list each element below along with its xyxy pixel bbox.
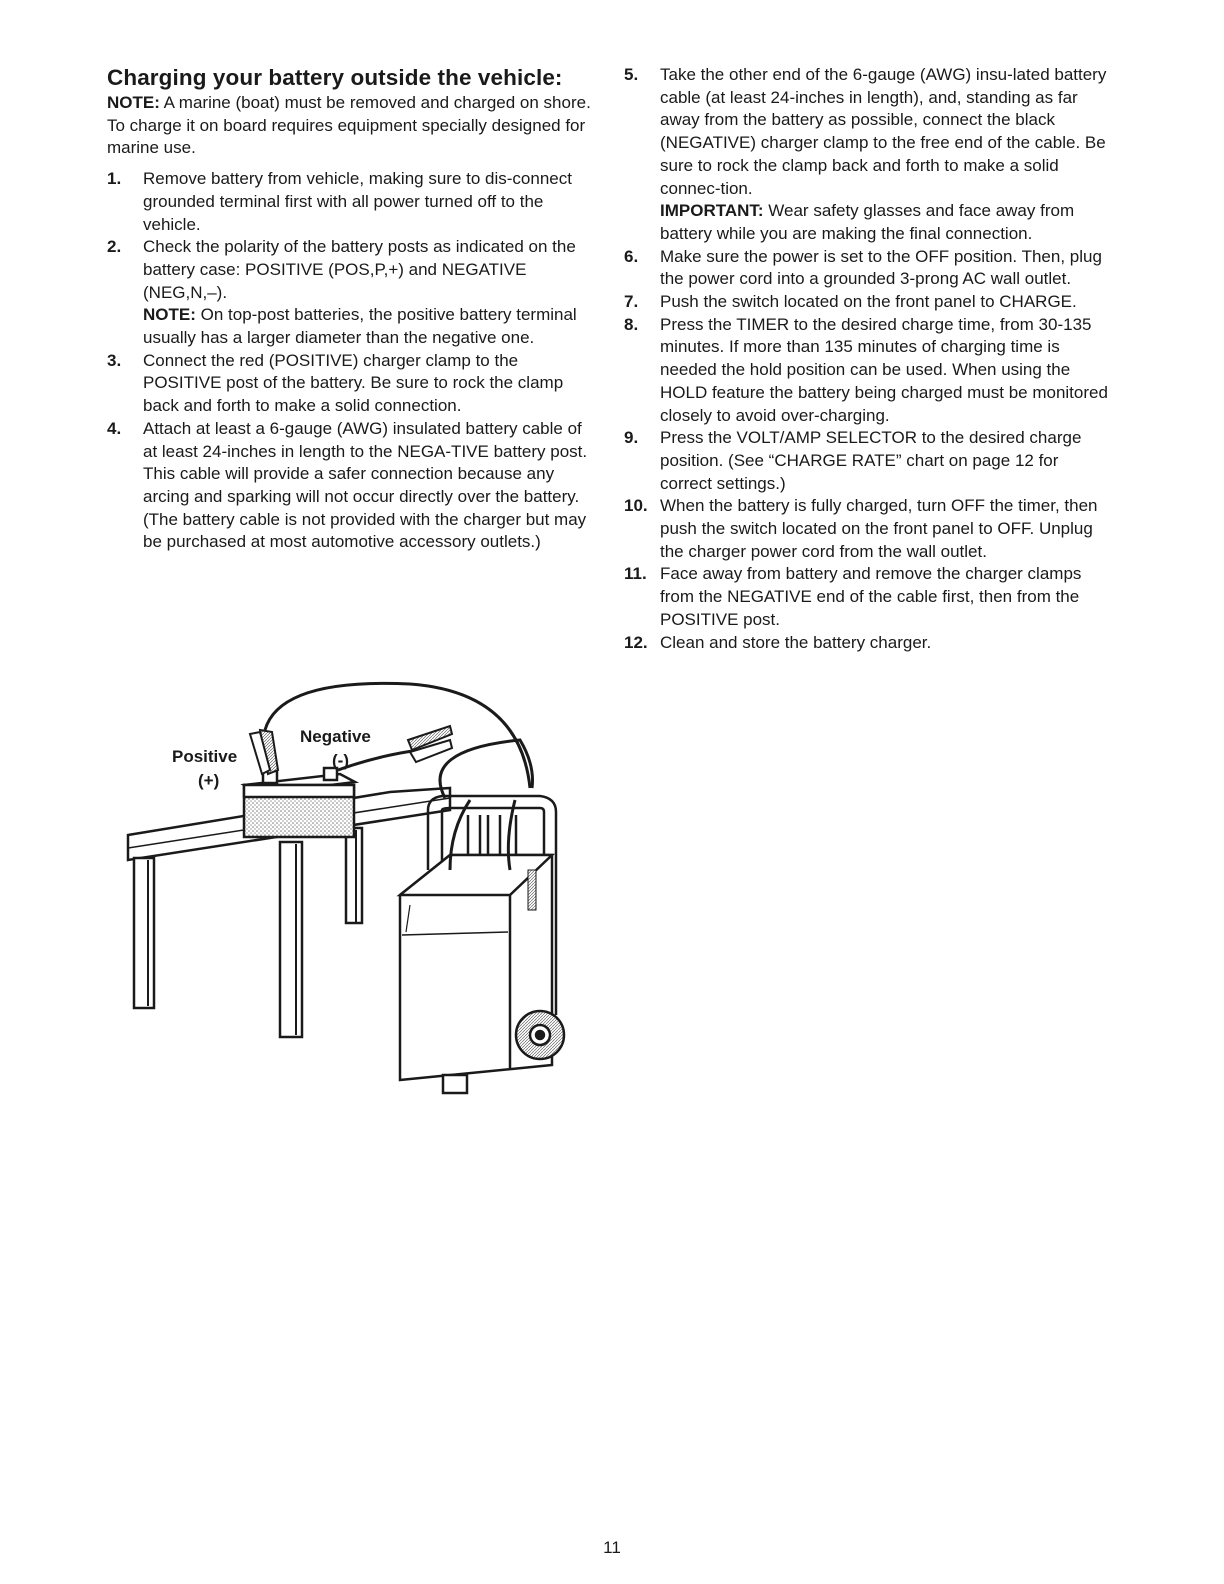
- step-7: [624, 291, 1114, 314]
- step-text: Attach at least a 6-gauge (AWG) insulated battery cable of at least 24-inches in length to the NEGA-TIVE battery post. This cable will provide a safer connection because any arcing and sparking will not occur directly over the battery. (The battery cable is not provided with the charger but may be purchased at most automotive accessory outlets.): [143, 418, 588, 552]
- step-3: [107, 350, 592, 418]
- step-number: 1.: [107, 169, 122, 189]
- step-text: Remove battery from vehicle, making sure to dis-connect grounded terminal first with all power turned off to the vehicle.: [143, 169, 572, 234]
- step-11: [624, 563, 1114, 631]
- step-1: [107, 168, 592, 236]
- step-8: [624, 314, 1114, 428]
- step-text: Press the TIMER to the desired charge time, from 30-135 minutes. If more than 135 minutes of charging time is needed the hold position can be used. When using the HOLD feature the battery being charged must be monitored closely to avoid over-charging.: [660, 314, 1108, 425]
- step-text: Check the polarity of the battery posts as indicated on the battery case: POSITIVE (POS,P,+) and NEGATIVE (NEG,N,–).: [143, 237, 576, 302]
- negative-clamp: [408, 726, 452, 762]
- section-heading: Charging your battery outside the vehicle:: [107, 65, 563, 90]
- step-10: [624, 495, 1114, 563]
- charging-illustration: [120, 670, 580, 1100]
- step-text: Take the other end of the 6-gauge (AWG) insu-lated battery cable (at least 24-inches in length), and, standing as far away from the battery as possible, connect the black (NEGATIVE) charger clamp to the free end of the cable. Be sure to rock the clamp back and forth to make a solid connec-tion.: [660, 65, 1107, 198]
- step-number: 12.: [624, 632, 648, 652]
- step-2: [107, 236, 592, 350]
- intro-note-label: NOTE:: [107, 93, 160, 112]
- step-5: [624, 64, 1114, 246]
- charger-cart: [400, 796, 564, 1093]
- step-9: [624, 427, 1114, 495]
- cables: [265, 683, 533, 870]
- right-column: [624, 64, 1114, 654]
- left-steps-list: [107, 168, 592, 554]
- step-number: 2.: [107, 237, 122, 257]
- step-number: 4.: [107, 418, 122, 438]
- positive-clamp: [250, 730, 278, 774]
- step-number: 3.: [107, 350, 122, 370]
- step-text: When the battery is fully charged, turn OFF the timer, then push the switch located on the front panel to OFF. Unplug the charger power cord from the wall outlet.: [660, 496, 1098, 561]
- step-4: [107, 418, 592, 554]
- negative-symbol: (-): [332, 751, 349, 770]
- step-number: 10.: [624, 496, 648, 516]
- left-column: [107, 64, 592, 554]
- step-text: Press the VOLT/AMP SELECTOR to the desired charge position. (See “CHARGE RATE” chart on page 12 for correct settings.): [660, 428, 1082, 493]
- step-6: [624, 246, 1114, 291]
- step-2-note-label: NOTE:: [143, 305, 196, 325]
- important-text: Wear safety glasses and face away from battery while you are making the final connection.: [660, 201, 1075, 243]
- intro-note: [107, 92, 592, 160]
- important-label: IMPORTANT:: [660, 201, 764, 221]
- negative-label: Negative: [300, 727, 371, 746]
- step-5-important: [660, 200, 1114, 245]
- right-steps-list: [624, 64, 1114, 654]
- step-number: 8.: [624, 314, 639, 334]
- battery-charger-diagram: [120, 670, 580, 1100]
- step-number: 11.: [624, 564, 647, 584]
- step-number: 9.: [624, 428, 639, 448]
- intro-note-text: A marine (boat) must be removed and charged on shore. To charge it on board requires equipment specially designed for marine use.: [107, 93, 591, 158]
- step-2-note: [143, 304, 592, 349]
- step-12: [624, 632, 1114, 655]
- battery: [244, 768, 355, 837]
- step-2-note-text: On top-post batteries, the positive battery terminal usually has a larger diameter than the negative one.: [143, 305, 577, 348]
- page-number: 11: [603, 1538, 621, 1557]
- positive-symbol: (+): [198, 771, 220, 790]
- step-number: 6.: [624, 246, 639, 266]
- step-text: Connect the red (POSITIVE) charger clamp to the POSITIVE post of the battery. Be sure to rock the clamp back and forth to make a solid connection.: [143, 350, 564, 416]
- step-number: 5.: [624, 65, 639, 84]
- step-text: Make sure the power is set to the OFF position. Then, plug the power cord into a grounded 3-prong AC wall outlet.: [660, 246, 1102, 289]
- step-number: 7.: [624, 292, 639, 312]
- step-text: Clean and store the battery charger.: [660, 632, 932, 652]
- positive-label: Positive: [172, 747, 238, 766]
- step-text: Push the switch located on the front panel to CHARGE.: [660, 292, 1077, 312]
- step-text: Face away from battery and remove the charger clamps from the NEGATIVE end of the cable first, then from the POSITIVE post.: [660, 564, 1082, 629]
